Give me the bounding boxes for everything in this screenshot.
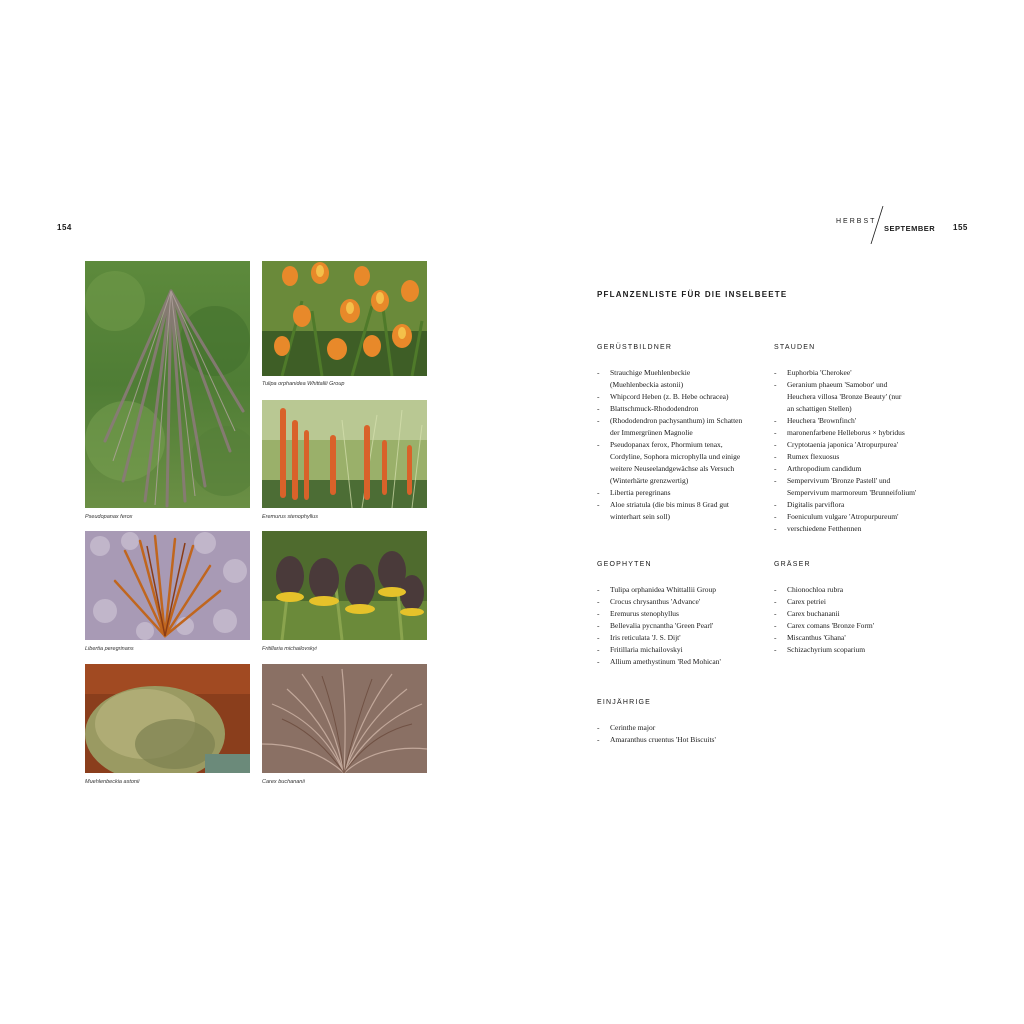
list-item: - Miscanthus 'Ghana' xyxy=(774,632,944,644)
running-head xyxy=(836,206,940,246)
page-title: PFLANZENLISTE FÜR DIE INSELBEETE xyxy=(597,290,788,299)
list-item: weitere Neuseelandgewächse als Versuch xyxy=(610,464,735,473)
divider-slash-icon xyxy=(870,206,884,244)
list-geruestbildner xyxy=(597,367,767,523)
list-item: - Geranium phaeum 'Samobor' und xyxy=(774,379,954,391)
list-item: - Bellevalia pycnantha 'Green Pearl' xyxy=(597,620,767,632)
list-item: - Allium amethystinum 'Red Mohican' xyxy=(597,656,767,668)
list-item: - Digitalis parviflora xyxy=(774,499,954,511)
heading-einjaehrige: EINJÄHRIGE xyxy=(597,699,652,706)
list-item: der Immergrünen Magnolie xyxy=(610,428,693,437)
list-item: - maronenfarbene Helleborus × hybridus xyxy=(774,427,954,439)
page-number-left: 154 xyxy=(57,223,72,232)
list-item: - Pseudopanax ferox, Phormium tenax, xyxy=(597,439,767,451)
list-item: - Whipcord Heben (z. B. Hebe ochracea) xyxy=(597,391,767,403)
list-item: - (Rhododendron pachysanthum) im Schatten xyxy=(597,415,767,427)
list-item: - Euphorbia 'Cherokee' xyxy=(774,367,954,379)
heading-geruestbildner: GERÜSTBILDNER xyxy=(597,344,673,351)
caption-tulipa: Tulipa orphanidea Whittallii Group xyxy=(262,381,345,387)
list-item: - Arthropodium candidum xyxy=(774,463,954,475)
running-head-month: SEPTEMBER xyxy=(884,224,936,233)
list-item: an schattigen Stellen) xyxy=(787,404,852,413)
photo-carex xyxy=(262,664,427,773)
list-item: - Eremurus stenophyllus xyxy=(597,608,767,620)
photo-muehlenbeckia xyxy=(85,664,250,773)
list-item: - Carex comans 'Bronze Form' xyxy=(774,620,944,632)
list-item: - Carex buchananii xyxy=(774,608,944,620)
list-geophyten xyxy=(597,584,767,668)
running-head-season: HERBST xyxy=(836,218,877,225)
list-item: - Foeniculum vulgare 'Atropurpureum' xyxy=(774,511,954,523)
list-item: - Rumex flexuosus xyxy=(774,451,954,463)
list-item: - Aloe striatula (die bis minus 8 Grad gut xyxy=(597,499,767,511)
list-item: - Tulipa orphanidea Whittallii Group xyxy=(597,584,767,596)
list-item: (Muehlenbeckia astonii) xyxy=(610,380,684,389)
photo-fritillaria xyxy=(262,531,427,640)
photo-libertia xyxy=(85,531,250,640)
caption-carex: Carex buchananii xyxy=(262,779,305,785)
list-item: - Crocus chrysanthus 'Advance' xyxy=(597,596,767,608)
list-item: winterhart sein soll) xyxy=(610,512,670,521)
list-item: - Carex petriei xyxy=(774,596,944,608)
list-item: - Heuchera 'Brownfinch' xyxy=(774,415,954,427)
heading-graeser: GRÄSER xyxy=(774,561,811,568)
list-einjaehrige xyxy=(597,722,767,746)
list-item: - Blattschmuck-Rhododendron xyxy=(597,403,767,415)
page-number-right: 155 xyxy=(953,223,968,232)
list-item: - Amaranthus cruentus 'Hot Biscuits' xyxy=(597,734,767,746)
list-item: - Cryptotaenia japonica 'Atropurpurea' xyxy=(774,439,954,451)
photo-pseudopanax-ferox xyxy=(85,261,250,508)
caption-fritillaria: Fritillaria michailovskyi xyxy=(262,646,317,652)
list-item: - Sempervivum 'Bronze Pastell' und xyxy=(774,475,954,487)
caption-pseudopanax: Pseudopanax ferox xyxy=(85,514,133,520)
caption-libertia: Libertia peregrinans xyxy=(85,646,134,652)
photo-eremurus xyxy=(262,400,427,508)
list-item: - Chionochloa rubra xyxy=(774,584,944,596)
list-item: - Schizachyrium scoparium xyxy=(774,644,944,656)
caption-muehlenbeckia: Muehlenbeckia astonii xyxy=(85,779,140,785)
list-item: - verschiedene Fetthennen xyxy=(774,523,954,535)
list-item: - Iris reticulata 'J. S. Dijt' xyxy=(597,632,767,644)
photo-tulipa xyxy=(262,261,427,376)
list-item: - Cerinthe major xyxy=(597,722,767,734)
heading-geophyten: GEOPHYTEN xyxy=(597,561,652,568)
heading-stauden: STAUDEN xyxy=(774,344,816,351)
list-stauden xyxy=(774,367,954,535)
list-item: - Fritillaria michailovskyi xyxy=(597,644,767,656)
caption-eremurus: Eremurus stenophyllus xyxy=(262,514,318,520)
list-item: - Strauchige Muehlenbeckie xyxy=(597,367,767,379)
list-item: (Winterhärte grenzwertig) xyxy=(610,476,689,485)
list-item: - Libertia peregrinans xyxy=(597,487,767,499)
list-item: Heuchera villosa 'Bronze Beauty' (nur xyxy=(787,392,902,401)
list-graeser xyxy=(774,584,944,656)
list-item: Cordyline, Sophora microphylla und einige xyxy=(610,452,741,461)
list-item: Sempervivum marmoreum 'Brunneifolium' xyxy=(787,488,917,497)
